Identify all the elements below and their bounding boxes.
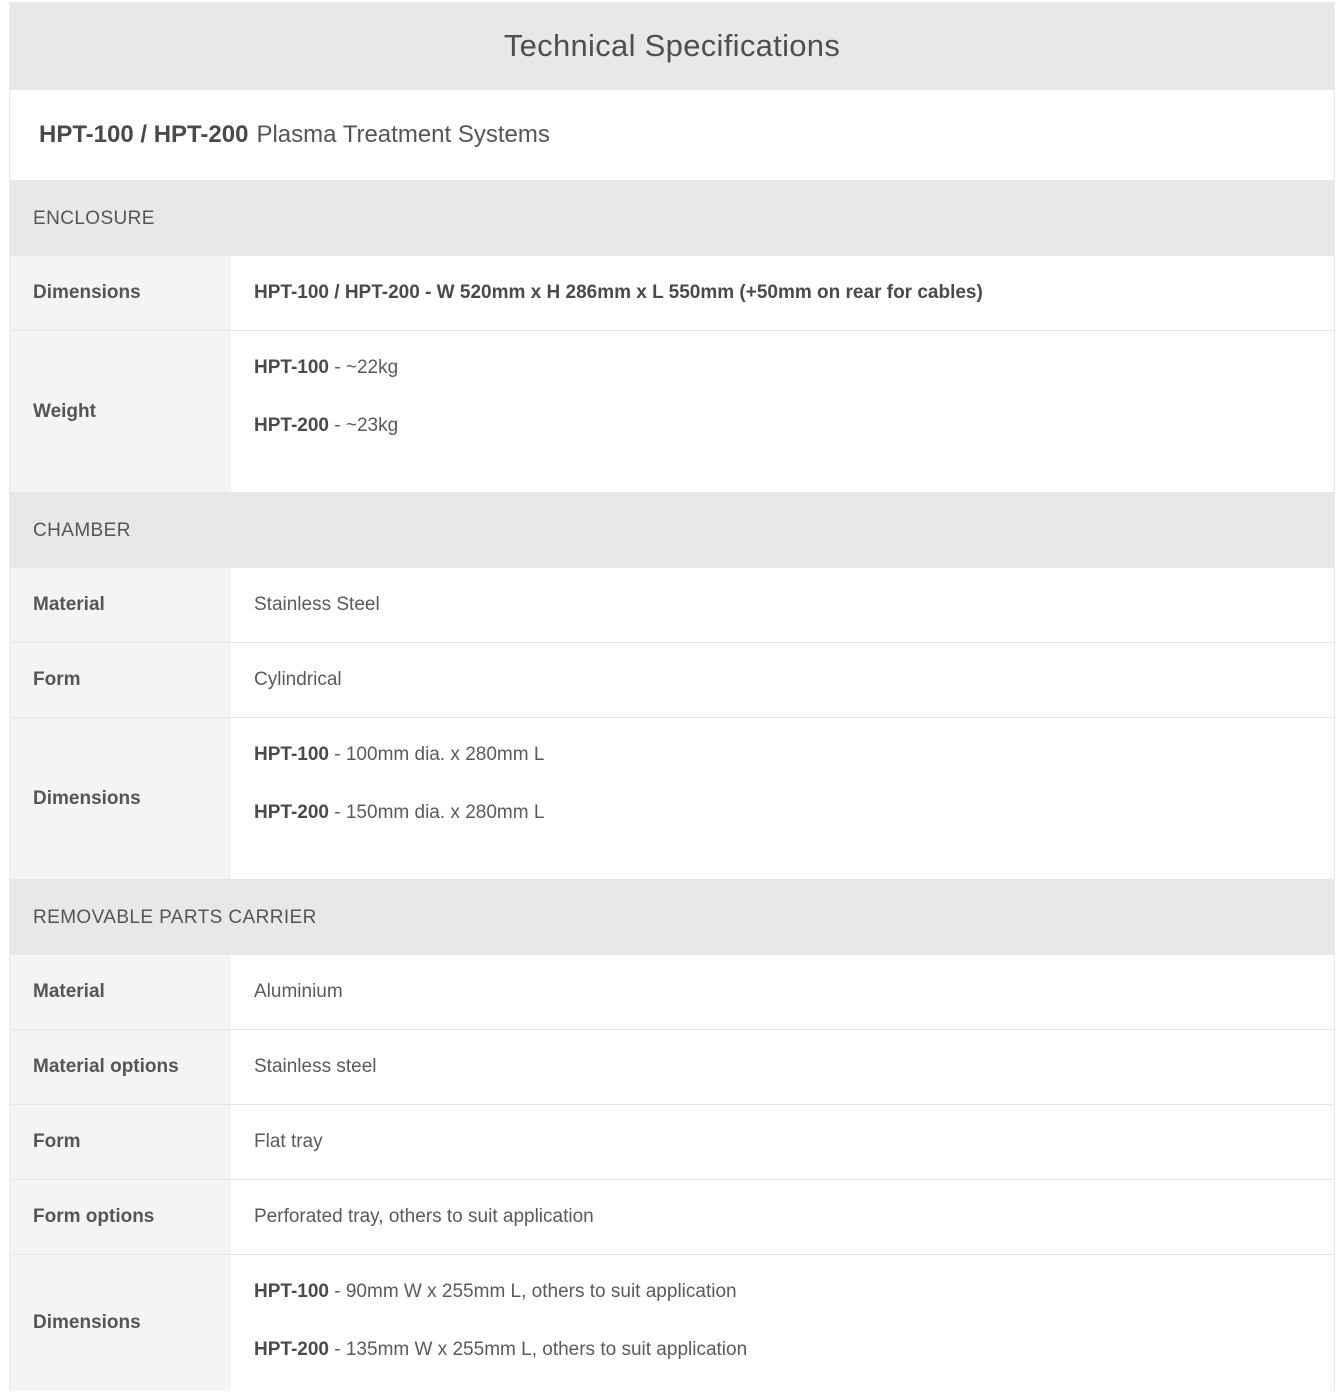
spec-label: Material — [10, 568, 231, 642]
spec-row-carrier-dimensions — [10, 1255, 1334, 1391]
spec-line-text: - ~22kg — [328, 357, 399, 378]
product-models: HPT-100 / HPT-200 — [39, 121, 249, 148]
spec-value — [231, 1255, 1334, 1391]
spec-line-text: - 100mm dia. x 280mm L — [328, 744, 545, 765]
spec-line-text: - 135mm W x 255mm L, others to suit application — [328, 1339, 748, 1360]
spec-row-enclosure-dimensions — [10, 256, 1334, 331]
spec-value: Stainless steel — [231, 1030, 1334, 1104]
spec-value — [231, 718, 1334, 879]
spec-line — [254, 414, 1334, 438]
spec-value: Stainless Steel — [231, 568, 1334, 642]
section-heading-carrier: REMOVABLE PARTS CARRIER — [10, 880, 1334, 955]
spec-label: Form options — [10, 1180, 231, 1254]
spec-label: Dimensions — [10, 256, 231, 330]
spec-label: Material options — [10, 1030, 231, 1104]
spec-label: Weight — [10, 331, 231, 492]
specifications-table — [9, 2, 1335, 1391]
spec-row-enclosure-weight — [10, 331, 1334, 493]
product-name: Plasma Treatment Systems — [256, 121, 550, 148]
spec-line-text: - 150mm dia. x 280mm L — [328, 802, 545, 823]
spec-row-carrier-form-options — [10, 1180, 1334, 1255]
spec-row-chamber-dimensions — [10, 718, 1334, 880]
spec-label: Material — [10, 955, 231, 1029]
spec-row-chamber-form — [10, 643, 1334, 718]
spec-line — [254, 801, 1334, 825]
model-name: HPT-100 — [254, 357, 329, 378]
spec-label: Form — [10, 643, 231, 717]
spec-line-text: - 90mm W x 255mm L, others to suit application — [328, 1281, 737, 1302]
spec-value: Perforated tray, others to suit application — [231, 1180, 1334, 1254]
page-title: Technical Specifications — [10, 2, 1334, 90]
spec-label: Dimensions — [10, 718, 231, 879]
spec-line — [254, 1338, 1334, 1362]
section-heading-chamber: CHAMBER — [10, 493, 1334, 568]
spec-value: Aluminium — [231, 955, 1334, 1029]
spec-value: Cylindrical — [231, 643, 1334, 717]
model-name: HPT-100 — [254, 1281, 329, 1302]
spec-line — [254, 356, 1334, 380]
spec-value — [231, 331, 1334, 492]
spec-row-carrier-form — [10, 1105, 1334, 1180]
spec-row-carrier-material — [10, 955, 1334, 1030]
section-heading-enclosure: ENCLOSURE — [10, 181, 1334, 256]
spec-value: HPT-100 / HPT-200 - W 520mm x H 286mm x L 550mm (+50mm on rear for cables) — [231, 256, 1334, 330]
model-name: HPT-200 — [254, 802, 329, 823]
model-name: HPT-200 — [254, 415, 329, 436]
spec-value: Flat tray — [231, 1105, 1334, 1179]
spec-line — [254, 1280, 1334, 1304]
spec-row-chamber-material — [10, 568, 1334, 643]
spec-label: Dimensions — [10, 1255, 231, 1391]
spec-label: Form — [10, 1105, 231, 1179]
model-name: HPT-200 — [254, 1339, 329, 1360]
model-name: HPT-100 — [254, 744, 329, 765]
spec-line — [254, 743, 1334, 767]
spec-row-carrier-material-options — [10, 1030, 1334, 1105]
product-heading — [10, 90, 1334, 181]
spec-line-text: - ~23kg — [328, 415, 399, 436]
